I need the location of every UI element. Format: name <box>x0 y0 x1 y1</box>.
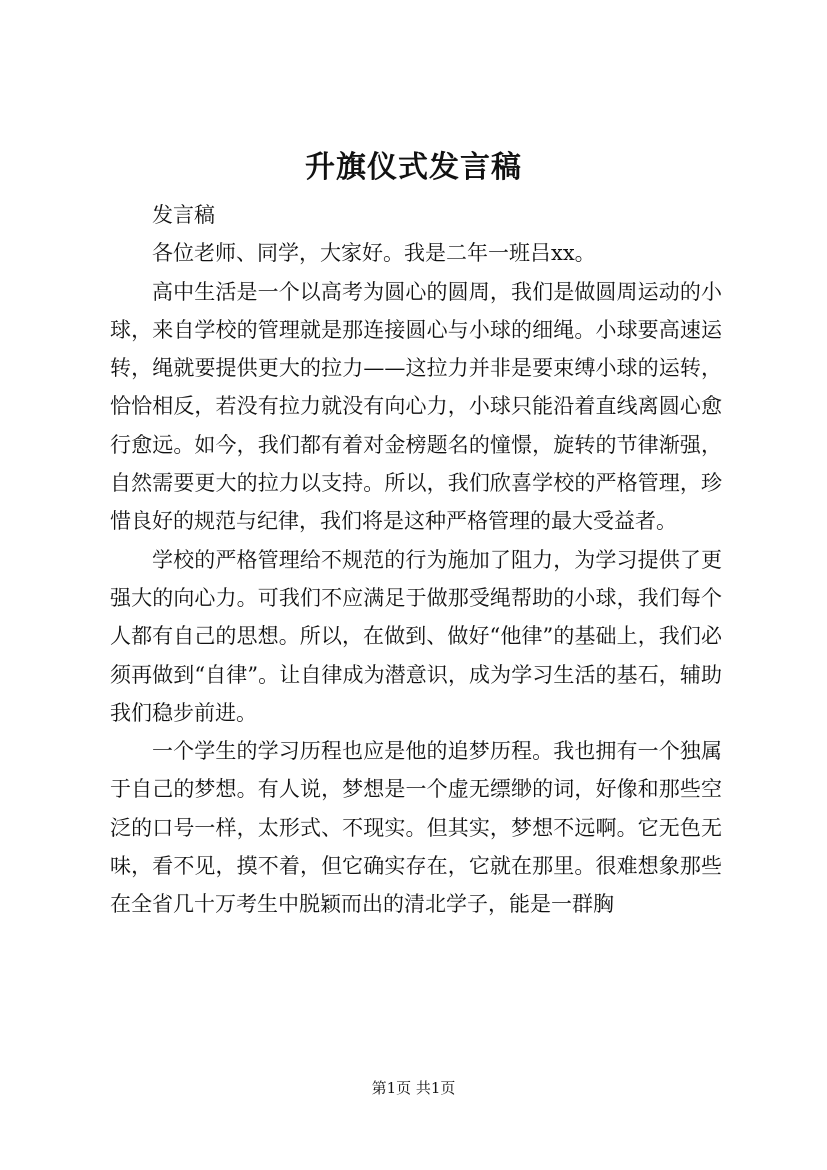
paragraph-1: 高中生活是一个以高考为圆心的圆周，我们是做圆周运动的小球，来自学校的管理就是那连接圆心与小球的细绳。小球要高速运转，绳就要提供更大的拉力——这拉力并非是要束缚小球的运转，恰恰相反，若没有拉力就没有向心力，小球只能沿着直线离圆心愈行愈远。如今，我们都有着对金榜题名的憧憬，旋转的节律渐强，自然需要更大的拉力以支持。所以，我们欣喜学校的严格管理，珍惜良好的规范与纪律，我们将是这种严格管理的最大受益者。 <box>110 279 722 534</box>
paragraph-2: 学校的严格管理给不规范的行为施加了阻力，为学习提供了更强大的向心力。可我们不应满足于做那受绳帮助的小球，我们每个人都有自己的思想。所以，在做到、做好“他律”的基础上，我们必须再做到“自律”。让自律成为潜意识，成为学习生活的基石，辅助我们稳步前进。 <box>110 547 722 725</box>
paragraph-3: 一个学生的学习历程也应是他的追梦历程。我也拥有一个独属于自己的梦想。有人说，梦想是一个虚无缥缈的词，好像和那些空泛的口号一样，太形式、不现实。但其实，梦想不远啊。它无色无味，看不见，摸不着，但它确实存在，它就在那里。很难想象那些在全省几十万考生中脱颖而出的清北学子，能是一群胸 <box>110 739 722 917</box>
page-number-footer: 第1页 共1页 <box>371 1079 456 1097</box>
document-body <box>110 196 722 924</box>
paragraph-greeting: 各位老师、同学，大家好。我是二年一班吕xx。 <box>152 241 596 266</box>
document-title: 升旗仪式发言稿 <box>305 150 522 185</box>
paragraph-heading: 发言稿 <box>152 203 215 227</box>
